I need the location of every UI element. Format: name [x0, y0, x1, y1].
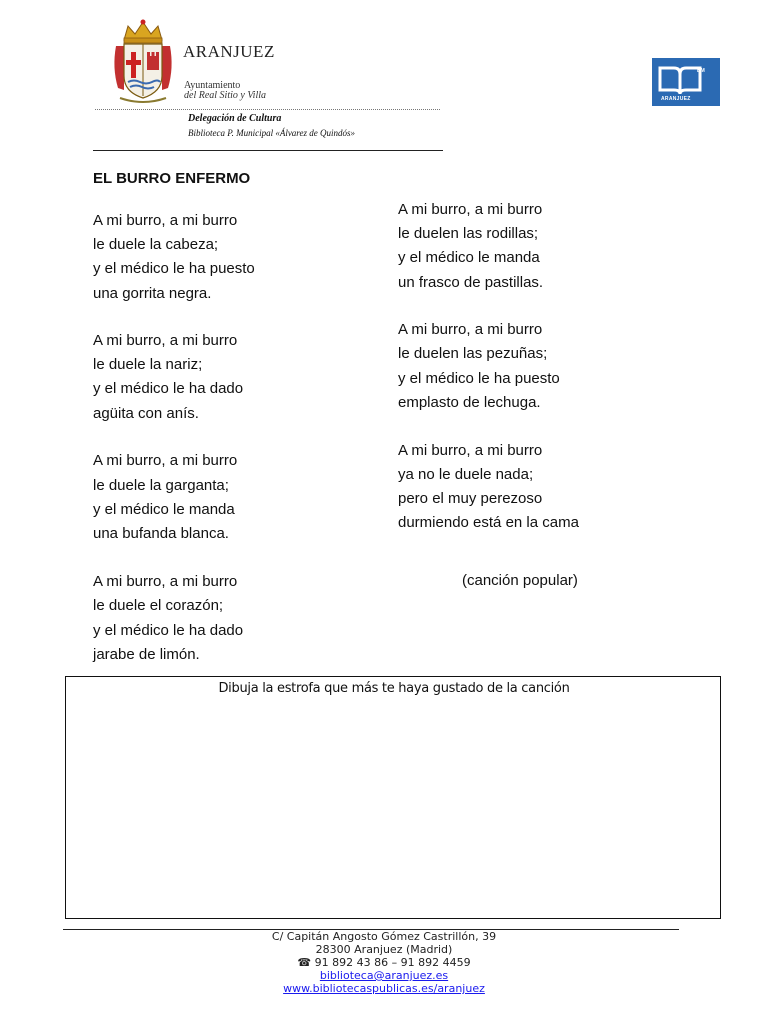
poem-line: y el médico le ha puesto [93, 260, 255, 277]
footer-address: C/ Capitán Angosto Gómez Castrillón, 39 [271, 930, 497, 943]
poem-line: jarabe de limón. [93, 646, 200, 663]
footer-phone: ☎ 91 892 43 86 – 91 892 4459 [297, 956, 471, 969]
footer-email-row [0, 969, 768, 982]
poem-line: y el médico le ha puesto [398, 370, 560, 387]
poem-line: A mi burro, a mi burro [398, 321, 543, 338]
email-link[interactable]: biblioteca@aranjuez.es [319, 969, 449, 982]
poem-line: emplasto de lechuga. [398, 394, 541, 411]
poem-line: ya no le duele nada; [398, 466, 534, 483]
poem-line: y el médico le manda [398, 249, 540, 266]
delegacion-label: Delegación de Cultura [188, 113, 282, 124]
poem-line: una bufanda blanca. [93, 525, 229, 542]
poem-line: y el médico le ha dado [93, 380, 244, 397]
footer-city: 28300 Aranjuez (Madrid) [315, 943, 453, 956]
bm-logo-text: BM [697, 68, 705, 74]
poem-line: un frasco de pastillas. [398, 274, 544, 291]
poem-credit: (canción popular) [462, 572, 578, 589]
poem-line: A mi burro, a mi burro [93, 573, 238, 590]
ayuntamiento-line2: del Real Sitio y Villa [184, 90, 267, 101]
poem-line: le duele el corazón; [93, 597, 224, 614]
poem-line: le duelen las rodillas; [398, 225, 539, 242]
drawing-area[interactable] [65, 676, 721, 919]
poem-line: agüita con anís. [93, 405, 199, 422]
footer-web-row [0, 982, 768, 995]
biblioteca-label: Biblioteca P. Municipal «Álvarez de Quindós» [188, 128, 355, 138]
header-dotted-divider [95, 109, 440, 110]
town-name: ARANJUEZ [183, 42, 275, 61]
poem-line: le duelen las pezuñas; [398, 345, 548, 362]
poem-line: pero el muy perezoso [398, 490, 543, 507]
coat-of-arms-logo [110, 18, 176, 104]
poem-line: A mi burro, a mi burro [398, 442, 543, 459]
drawing-instruction: Dibuja la estrofa que más te haya gustado de la canción [218, 681, 570, 696]
ayuntamiento-line1: Ayuntamiento [184, 80, 241, 91]
website-link[interactable]: www.bibliotecaspublicas.es/aranjuez [283, 982, 485, 995]
poem-line: A mi burro, a mi burro [93, 452, 238, 469]
header-divider [93, 150, 443, 151]
poem-line: A mi burro, a mi burro [93, 212, 238, 229]
poem-line: A mi burro, a mi burro [93, 332, 238, 349]
poem-line: y el médico le ha dado [93, 622, 244, 639]
poem-line: A mi burro, a mi burro [398, 201, 543, 218]
poem-title: EL BURRO ENFERMO [93, 170, 251, 187]
poem-line: le duele la cabeza; [93, 236, 219, 253]
poem-line: una gorrita negra. [93, 285, 212, 302]
poem-line: le duele la garganta; [93, 477, 229, 494]
bm-logo-label: ARANJUEZ [661, 96, 691, 102]
poem-line: durmiendo está en la cama [398, 514, 579, 531]
poem-line: le duele la nariz; [93, 356, 203, 373]
poem-line: y el médico le manda [93, 501, 235, 518]
